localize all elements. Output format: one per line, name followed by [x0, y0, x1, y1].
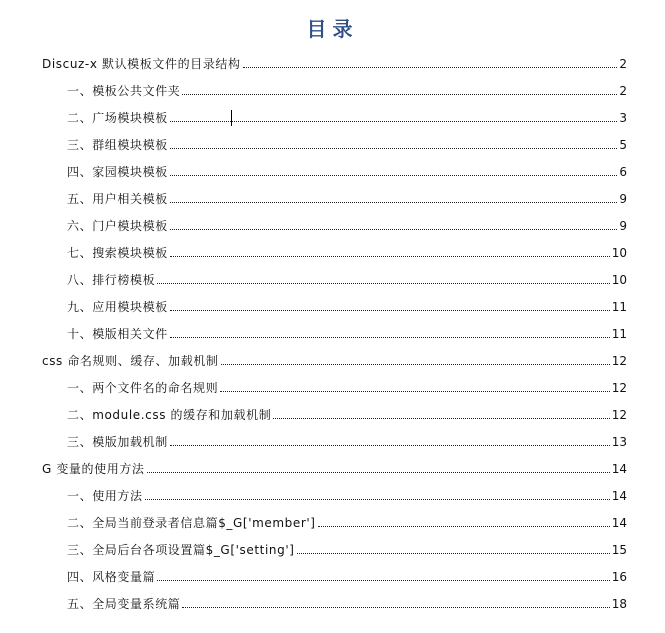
- toc-entry-page: 12: [611, 408, 627, 422]
- toc-entry-page: 15: [611, 543, 627, 557]
- toc-entry-page: 14: [611, 462, 627, 476]
- dot-leader: [318, 526, 610, 527]
- dot-leader: [170, 148, 618, 149]
- dot-leader: [273, 418, 609, 419]
- text-cursor: [231, 110, 232, 126]
- toc-entry-page: 12: [611, 354, 627, 368]
- toc-entry[interactable]: [67, 590, 627, 612]
- toc-entry[interactable]: [67, 239, 627, 261]
- dot-leader: [170, 445, 610, 446]
- toc-entry-label: G 变量的使用方法: [42, 462, 145, 476]
- toc-entry[interactable]: [67, 293, 627, 315]
- toc-entry-page: 9: [619, 192, 627, 206]
- toc-entry-label: 二、广场模块模板: [67, 111, 168, 125]
- toc-entry[interactable]: [42, 347, 627, 369]
- toc-entry[interactable]: [67, 428, 627, 450]
- dot-leader: [243, 67, 618, 68]
- toc-entry-page: 14: [611, 516, 627, 530]
- toc-entry-label: 一、使用方法: [67, 489, 143, 503]
- toc-entry-label: 八、排行榜模板: [67, 273, 156, 287]
- toc-entry[interactable]: [67, 266, 627, 288]
- toc-entry-label: 四、风格变量篇: [67, 570, 156, 584]
- dot-leader: [170, 229, 618, 230]
- toc-entry-page: 6: [619, 165, 627, 179]
- toc-entry-label: 五、全局变量系统篇: [67, 597, 181, 611]
- dot-leader: [182, 94, 617, 95]
- toc-entry-label: 一、两个文件名的命名规则: [67, 381, 219, 395]
- dot-leader: [147, 472, 610, 473]
- toc-entry-label: 六、门户模块模板: [67, 219, 168, 233]
- toc-entry-label: 四、家园模块模板: [67, 165, 168, 179]
- dot-leader: [170, 202, 618, 203]
- toc-entry-page: 10: [611, 246, 627, 260]
- toc-entry-label: Discuz-x 默认模板文件的目录结构: [42, 57, 241, 71]
- toc-entry[interactable]: [42, 50, 627, 72]
- toc-entry[interactable]: [67, 482, 627, 504]
- toc-entry[interactable]: [67, 131, 627, 153]
- dot-leader: [170, 310, 610, 311]
- toc-entry-label: 二、module.css 的缓存和加载机制: [67, 408, 272, 422]
- toc-entry-label: 一、模板公共文件夹: [67, 84, 181, 98]
- toc-entry-page: 11: [611, 300, 627, 314]
- toc-entry-page: 9: [619, 219, 627, 233]
- toc-entry-label: 三、全局后台各项设置篇$_G['setting']: [67, 543, 295, 557]
- toc-entry-label: css 命名规则、缓存、加载机制: [42, 354, 219, 368]
- dot-leader: [220, 391, 610, 392]
- toc-entry-page: 18: [611, 597, 627, 611]
- toc-entry-page: 2: [619, 57, 627, 71]
- toc-entry-page: 12: [611, 381, 627, 395]
- toc-entry-page: 10: [611, 273, 627, 287]
- dot-leader: [297, 553, 610, 554]
- toc-entry-page: 2: [619, 84, 627, 98]
- toc-entry[interactable]: [67, 374, 627, 396]
- toc-entry[interactable]: [67, 104, 627, 126]
- toc-entry-label: 三、群组模块模板: [67, 138, 168, 152]
- toc-entry-page: 5: [619, 138, 627, 152]
- dot-leader: [182, 607, 609, 608]
- toc-entry[interactable]: [42, 455, 627, 477]
- toc-entry-label: 九、应用模块模板: [67, 300, 168, 314]
- toc-entry-page: 16: [611, 570, 627, 584]
- dot-leader: [170, 121, 618, 122]
- toc-entry-page: 3: [619, 111, 627, 125]
- toc-entry-label: 十、模版相关文件: [67, 327, 168, 341]
- toc-entry-label: 七、搜索模块模板: [67, 246, 168, 260]
- toc-title: 目录: [306, 17, 359, 41]
- toc-entry-label: 二、全局当前登录者信息篇$_G['member']: [67, 516, 316, 530]
- toc-entry[interactable]: [67, 563, 627, 585]
- dot-leader: [170, 256, 610, 257]
- toc-entry[interactable]: [67, 401, 627, 423]
- dot-leader: [157, 580, 610, 581]
- toc-entry[interactable]: [67, 77, 627, 99]
- dot-leader: [221, 364, 610, 365]
- dot-leader: [145, 499, 610, 500]
- toc-entry[interactable]: [67, 158, 627, 180]
- toc-entry-page: 14: [611, 489, 627, 503]
- toc-entry[interactable]: [67, 509, 627, 531]
- toc-entry[interactable]: [67, 320, 627, 342]
- toc-entry-label: 五、用户相关模板: [67, 192, 168, 206]
- toc-entry[interactable]: [67, 212, 627, 234]
- toc-entry-page: 11: [611, 327, 627, 341]
- toc-entry-page: 13: [611, 435, 627, 449]
- toc-entry-label: 三、模版加载机制: [67, 435, 168, 449]
- dot-leader: [157, 283, 610, 284]
- dot-leader: [170, 337, 610, 338]
- toc-entry[interactable]: [67, 185, 627, 207]
- toc-entry[interactable]: [67, 536, 627, 558]
- dot-leader: [170, 175, 618, 176]
